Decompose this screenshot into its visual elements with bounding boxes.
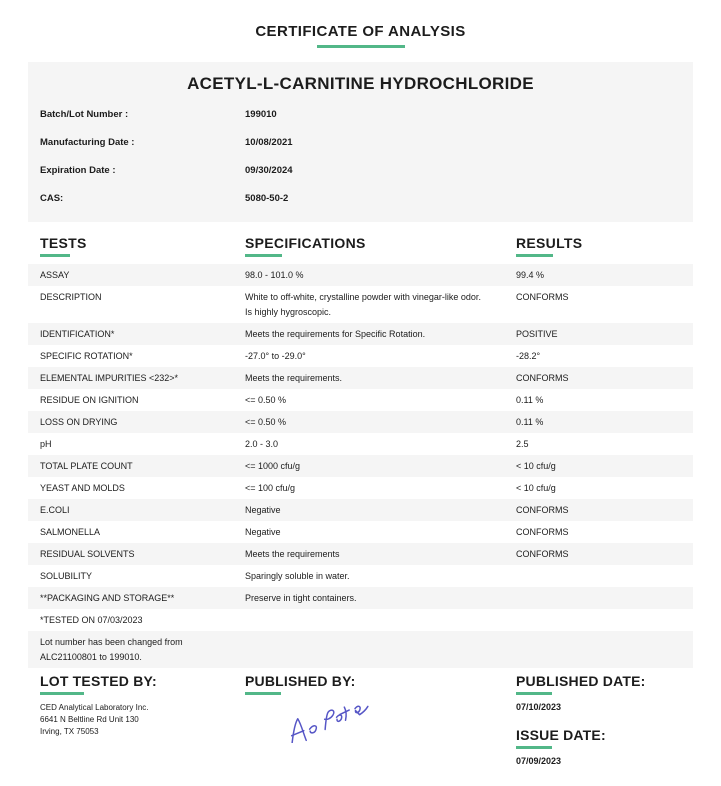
specification-cell: 2.0 - 3.0 xyxy=(245,439,279,449)
test-name-cell: YEAST AND MOLDS xyxy=(40,483,125,493)
result-cell xyxy=(516,615,693,625)
published-date-underline xyxy=(516,692,552,695)
result-cell: 0.11 % xyxy=(516,417,544,427)
address-line: 6641 N Beltline Rd Unit 130 xyxy=(40,715,139,724)
published-by-label: PUBLISHED BY: xyxy=(245,673,356,689)
signature xyxy=(275,697,516,743)
result-cell: < 10 cfu/g xyxy=(516,461,556,471)
address-line: Irving, TX 75053 xyxy=(40,727,99,736)
specification-cell: White to off-white, crystalline powder with vinegar-like odor. Is highly hygroscopic. xyxy=(245,292,481,317)
product-field-row xyxy=(28,100,693,128)
product-info-box xyxy=(28,62,693,222)
result-cell: -28.2° xyxy=(516,351,541,361)
published-by-underline xyxy=(245,692,281,695)
table-row xyxy=(28,565,693,587)
lot-tested-by-underline xyxy=(40,692,84,695)
issue-date-label: ISSUE DATE: xyxy=(516,727,606,743)
result-cell xyxy=(516,593,693,603)
specification-cell xyxy=(245,637,516,662)
test-name-cell: **PACKAGING AND STORAGE** xyxy=(40,593,175,603)
specification-cell: Negative xyxy=(245,527,281,537)
published-date-block xyxy=(516,673,693,712)
specification-cell: Negative xyxy=(245,505,281,515)
table-row xyxy=(28,521,693,543)
specification-cell: 98.0 - 101.0 % xyxy=(245,270,304,280)
product-field-row xyxy=(28,156,693,184)
table-row xyxy=(28,477,693,499)
test-name-cell: ELEMENTAL IMPURITIES <232>* xyxy=(40,373,179,383)
result-cell: CONFORMS xyxy=(516,527,569,537)
product-fields xyxy=(28,100,693,212)
test-name-cell: DESCRIPTION xyxy=(40,292,102,302)
test-name-cell: RESIDUAL SOLVENTS xyxy=(40,549,135,559)
field-value: 09/30/2024 xyxy=(245,164,293,176)
column-header-tests: TESTS xyxy=(40,235,245,257)
field-value: 10/08/2021 xyxy=(245,136,293,148)
table-row xyxy=(28,286,693,323)
issue-date-underline xyxy=(516,746,552,749)
tests-underline xyxy=(40,254,70,257)
table-row xyxy=(28,411,693,433)
table-row xyxy=(28,499,693,521)
field-value: 5080-50-2 xyxy=(245,192,289,204)
signature-ink-icon xyxy=(275,697,385,743)
specification-cell: <= 100 cfu/g xyxy=(245,483,296,493)
specification-cell: Meets the requirements for Specific Rotation. xyxy=(245,329,426,339)
table-row xyxy=(28,323,693,345)
field-label: Manufacturing Date : xyxy=(40,136,135,148)
specification-cell: <= 0.50 % xyxy=(245,395,287,405)
document-title: CERTIFICATE OF ANALYSIS xyxy=(255,23,466,40)
published-date-label: PUBLISHED DATE: xyxy=(516,673,646,689)
product-name: ACETYL-L-CARNITINE HYDROCHLORIDE xyxy=(187,74,534,93)
specification-cell: Meets the requirements. xyxy=(245,373,343,383)
field-value: 199010 xyxy=(245,108,277,120)
issue-date-block xyxy=(516,727,693,766)
lot-tested-by-section xyxy=(40,673,245,766)
results-underline xyxy=(516,254,553,257)
test-name-cell: ASSAY xyxy=(40,270,70,280)
certificate-page xyxy=(0,23,721,766)
table-row xyxy=(28,367,693,389)
address-line: CED Analytical Laboratory Inc. xyxy=(40,703,149,712)
test-name-cell: LOSS ON DRYING xyxy=(40,417,118,427)
test-name-cell: SALMONELLA xyxy=(40,527,101,537)
laboratory-address xyxy=(40,702,245,738)
title-underline xyxy=(317,45,405,48)
table-row xyxy=(28,543,693,565)
table-row xyxy=(28,587,693,609)
result-cell: CONFORMS xyxy=(516,549,569,559)
column-header-specifications: SPECIFICATIONS xyxy=(245,235,516,257)
test-name-cell: SPECIFIC ROTATION* xyxy=(40,351,133,361)
table-row xyxy=(28,433,693,455)
specification-cell: Preserve in tight containers. xyxy=(245,593,357,603)
table-row xyxy=(28,455,693,477)
specification-cell: <= 1000 cfu/g xyxy=(245,461,301,471)
result-cell: POSITIVE xyxy=(516,329,558,339)
product-field-row xyxy=(28,184,693,212)
table-row xyxy=(28,345,693,367)
specification-cell: <= 0.50 % xyxy=(245,417,287,427)
results-table-header xyxy=(28,235,693,257)
result-cell xyxy=(516,637,693,662)
result-cell: 2.5 xyxy=(516,439,529,449)
specification-cell: -27.0° to -29.0° xyxy=(245,351,306,361)
result-cell xyxy=(516,571,693,581)
table-row xyxy=(28,631,693,668)
result-cell: < 10 cfu/g xyxy=(516,483,556,493)
table-row xyxy=(28,389,693,411)
lot-tested-by-label: LOT TESTED BY: xyxy=(40,673,157,689)
field-label: CAS: xyxy=(40,192,64,204)
result-cell: 0.11 % xyxy=(516,395,544,405)
dates-section xyxy=(516,673,693,766)
column-header-results: RESULTS xyxy=(516,235,693,257)
specification-cell: Meets the requirements xyxy=(245,549,340,559)
result-cell: CONFORMS xyxy=(516,292,569,302)
test-name-cell: E.COLI xyxy=(40,505,70,515)
test-name-cell: TOTAL PLATE COUNT xyxy=(40,461,133,471)
table-row xyxy=(28,609,693,631)
published-by-section xyxy=(245,673,516,766)
test-name-cell: *TESTED ON 07/03/2023 xyxy=(40,615,143,625)
test-name-cell: SOLUBILITY xyxy=(40,571,93,581)
field-label: Expiration Date : xyxy=(40,164,116,176)
published-date-value: 07/10/2023 xyxy=(516,702,562,712)
product-field-row xyxy=(28,128,693,156)
result-cell: CONFORMS xyxy=(516,373,569,383)
test-name-cell: RESIDUE ON IGNITION xyxy=(40,395,139,405)
issue-date-value: 07/09/2023 xyxy=(516,756,562,766)
test-name-cell: IDENTIFICATION* xyxy=(40,329,115,339)
footer xyxy=(28,673,693,766)
results-table-body xyxy=(28,264,693,668)
specification-cell: Sparingly soluble in water. xyxy=(245,571,350,581)
specification-cell xyxy=(245,615,516,625)
test-name-cell: Lot number has been changed from ALC21100801 to 199010. xyxy=(40,637,183,662)
specifications-underline xyxy=(245,254,282,257)
result-cell: 99.4 % xyxy=(516,270,545,280)
result-cell: CONFORMS xyxy=(516,505,569,515)
field-label: Batch/Lot Number : xyxy=(40,108,129,120)
test-name-cell: pH xyxy=(40,439,52,449)
table-row xyxy=(28,264,693,286)
